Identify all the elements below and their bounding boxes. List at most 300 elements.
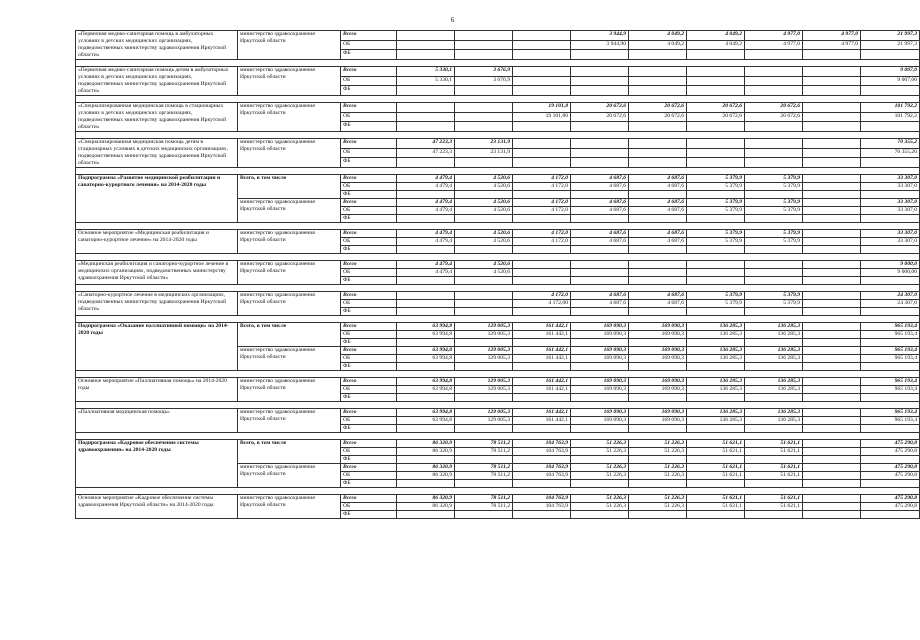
value-cell: 5 379,9: [745, 207, 803, 215]
funding-source-cell: Всего: [341, 292, 397, 300]
value-cell: [803, 76, 861, 86]
value-cell: [803, 323, 861, 331]
value-cell: [745, 86, 803, 96]
value-cell: 63 994,8: [397, 331, 455, 339]
value-cell: 169 090,3: [629, 347, 687, 355]
value-cell: [687, 76, 745, 86]
executor-cell: министерство здравоохранения Иркутской области: [238, 230, 341, 254]
value-cell: 20 672,6: [629, 103, 687, 113]
funding-source-cell: ОБ: [341, 355, 397, 363]
value-cell: [745, 269, 803, 277]
value-cell: 4 687,6: [571, 175, 629, 183]
value-cell: [513, 76, 571, 86]
value-cell: [687, 269, 745, 277]
value-cell: [513, 50, 571, 60]
value-cell: 63 994,8: [397, 409, 455, 417]
value-cell: [629, 139, 687, 149]
program-name-cell: Основное мероприятие «Медицинская реабилитация и санаторно-курортное лечение» на 2014-2020 годы: [76, 230, 238, 254]
spacer-cell: [76, 60, 920, 67]
value-cell: [571, 139, 629, 149]
funding-source-cell: Всего: [341, 230, 397, 238]
funding-source-cell: ОБ: [341, 76, 397, 86]
value-cell: 104 763,9: [513, 472, 571, 480]
value-cell: 4 172,0: [513, 238, 571, 246]
value-cell: [629, 191, 687, 199]
total-value-cell: 33 307,0: [861, 183, 920, 191]
funding-source-cell: Всего: [341, 378, 397, 386]
value-cell: [803, 122, 861, 132]
executor-cell: Всего, в том числе: [238, 440, 341, 464]
value-cell: [629, 76, 687, 86]
funding-source-cell: ФБ: [341, 363, 397, 371]
value-cell: 4 172,0: [513, 199, 571, 207]
value-cell: [745, 363, 803, 371]
value-cell: 136 285,3: [687, 409, 745, 417]
value-cell: 136 285,3: [687, 355, 745, 363]
block-spacer: [76, 433, 920, 440]
executor-cell: министерство здравоохранения Иркутской области: [238, 199, 341, 223]
value-cell: 51 226,3: [571, 495, 629, 503]
value-cell: 161 442,1: [513, 409, 571, 417]
value-cell: [455, 394, 513, 402]
value-cell: [397, 215, 455, 223]
value-cell: [687, 67, 745, 77]
value-cell: [803, 269, 861, 277]
value-cell: [803, 378, 861, 386]
table-row: [76, 230, 920, 238]
value-cell: [513, 269, 571, 277]
value-cell: [803, 112, 861, 122]
value-cell: [629, 50, 687, 60]
block-spacer: [76, 132, 920, 139]
value-cell: [455, 50, 513, 60]
total-value-cell: [861, 425, 920, 433]
total-value-cell: 9 000,0: [861, 261, 920, 269]
value-cell: 86 320,9: [397, 440, 455, 448]
value-cell: [745, 394, 803, 402]
funding-source-cell: ОБ: [341, 331, 397, 339]
funding-source-cell: ОБ: [341, 40, 397, 50]
value-cell: [397, 86, 455, 96]
spacer-cell: [76, 316, 920, 323]
value-cell: [455, 31, 513, 41]
funding-source-cell: ОБ: [341, 386, 397, 394]
block-spacer: [76, 96, 920, 103]
block-spacer: [76, 60, 920, 67]
value-cell: 51 621,1: [687, 448, 745, 456]
value-cell: [687, 339, 745, 347]
value-cell: [513, 67, 571, 77]
value-cell: 161 442,1: [513, 378, 571, 386]
value-cell: 104 763,9: [513, 464, 571, 472]
value-cell: 3 676,9: [455, 76, 513, 86]
value-cell: 51 226,3: [571, 464, 629, 472]
value-cell: 63 994,8: [397, 378, 455, 386]
funding-source-cell: Всего: [341, 261, 397, 269]
value-cell: 169 090,3: [571, 323, 629, 331]
funding-source-cell: ФБ: [341, 480, 397, 488]
value-cell: 4 687,6: [571, 230, 629, 238]
value-cell: 51 226,3: [629, 440, 687, 448]
value-cell: 5 379,9: [745, 300, 803, 308]
value-cell: [687, 261, 745, 269]
total-value-cell: 475 290,8: [861, 472, 920, 480]
value-cell: 86 320,9: [397, 464, 455, 472]
total-value-cell: 475 290,8: [861, 495, 920, 503]
value-cell: 4 687,6: [571, 300, 629, 308]
funding-source-cell: ФБ: [341, 339, 397, 347]
funding-source-cell: Всего: [341, 175, 397, 183]
value-cell: [629, 122, 687, 132]
program-name-cell: «Первичная медико-санитарная помощь детям в амбулаторных условиях в детских медицинских организациях, подведомственных министерству здравоохранения Иркутской области»: [76, 67, 238, 96]
value-cell: 136 285,3: [745, 386, 803, 394]
value-cell: [803, 292, 861, 300]
value-cell: [455, 40, 513, 50]
value-cell: 23 131,9: [455, 139, 513, 149]
value-cell: [629, 394, 687, 402]
value-cell: 78 511,2: [455, 448, 513, 456]
value-cell: [803, 417, 861, 425]
value-cell: 129 005,3: [455, 347, 513, 355]
executor-cell: министерство здравоохранения Иркутской области: [238, 409, 341, 433]
value-cell: [687, 86, 745, 96]
value-cell: 20 672,6: [571, 112, 629, 122]
spacer-cell: [76, 254, 920, 261]
table-row: [76, 440, 920, 448]
value-cell: [629, 456, 687, 464]
value-cell: 4 479,4: [397, 238, 455, 246]
value-cell: 5 379,9: [687, 300, 745, 308]
value-cell: [803, 394, 861, 402]
value-cell: 51 226,3: [629, 495, 687, 503]
funding-source-cell: Всего: [341, 31, 397, 41]
value-cell: 169 090,3: [629, 409, 687, 417]
spacer-cell: [76, 488, 920, 495]
value-cell: [455, 456, 513, 464]
value-cell: [745, 277, 803, 285]
value-cell: 4 977,0: [803, 31, 861, 41]
value-cell: 51 621,1: [687, 495, 745, 503]
funding-source-cell: ОБ: [341, 183, 397, 191]
value-cell: 4 687,6: [571, 292, 629, 300]
funding-source-cell: Всего: [341, 464, 397, 472]
value-cell: 20 672,6: [745, 112, 803, 122]
value-cell: 47 223,3: [397, 148, 455, 158]
funding-source-cell: ФБ: [341, 86, 397, 96]
page-number: 6: [450, 16, 455, 24]
block-spacer: [76, 488, 920, 495]
value-cell: [687, 425, 745, 433]
funding-source-cell: ОБ: [341, 207, 397, 215]
funding-source-cell: ФБ: [341, 277, 397, 285]
value-cell: [571, 269, 629, 277]
value-cell: 136 285,3: [745, 331, 803, 339]
value-cell: 5 379,9: [687, 175, 745, 183]
value-cell: [745, 425, 803, 433]
value-cell: [513, 363, 571, 371]
spacer-cell: [76, 371, 920, 378]
value-cell: [513, 139, 571, 149]
value-cell: 4 520,6: [455, 269, 513, 277]
value-cell: [571, 148, 629, 158]
value-cell: [513, 511, 571, 519]
block-spacer: [76, 168, 920, 175]
value-cell: [397, 300, 455, 308]
value-cell: 129 005,3: [455, 355, 513, 363]
value-cell: [803, 207, 861, 215]
value-cell: [397, 363, 455, 371]
value-cell: [803, 158, 861, 168]
value-cell: [629, 215, 687, 223]
block-spacer: [76, 223, 920, 230]
total-value-cell: [861, 50, 920, 60]
value-cell: [745, 76, 803, 86]
value-cell: 169 090,3: [571, 331, 629, 339]
value-cell: [803, 50, 861, 60]
value-cell: [571, 308, 629, 316]
value-cell: 51 226,3: [629, 448, 687, 456]
value-cell: 5 379,9: [745, 199, 803, 207]
program-name-cell: Основное мероприятие «Паллиативная помощь» на 2014-2020 годы: [76, 378, 238, 402]
value-cell: [687, 50, 745, 60]
value-cell: [803, 261, 861, 269]
value-cell: 4 049,2: [687, 31, 745, 41]
value-cell: 51 621,1: [687, 503, 745, 511]
value-cell: [687, 394, 745, 402]
spacer-cell: [76, 132, 920, 139]
value-cell: [571, 261, 629, 269]
value-cell: [571, 215, 629, 223]
value-cell: 169 090,3: [629, 378, 687, 386]
total-value-cell: 101 792,2: [861, 103, 920, 113]
value-cell: 78 511,2: [455, 503, 513, 511]
funding-source-cell: ФБ: [341, 50, 397, 60]
value-cell: [571, 191, 629, 199]
value-cell: 51 621,1: [687, 464, 745, 472]
value-cell: [803, 440, 861, 448]
value-cell: [803, 230, 861, 238]
program-name-cell: «Паллиативная медицинская помощь»: [76, 409, 238, 433]
value-cell: [745, 308, 803, 316]
funding-source-cell: ОБ: [341, 448, 397, 456]
value-cell: 136 285,3: [687, 331, 745, 339]
value-cell: 20 672,6: [687, 112, 745, 122]
value-cell: 169 090,3: [571, 347, 629, 355]
value-cell: 4 479,4: [397, 175, 455, 183]
value-cell: 51 226,3: [571, 448, 629, 456]
value-cell: 104 763,9: [513, 503, 571, 511]
value-cell: 5 379,9: [745, 292, 803, 300]
value-cell: [455, 511, 513, 519]
value-cell: 4 687,6: [629, 183, 687, 191]
value-cell: 129 005,3: [455, 417, 513, 425]
total-value-cell: [861, 394, 920, 402]
value-cell: 136 285,3: [687, 386, 745, 394]
value-cell: [397, 425, 455, 433]
total-value-cell: [861, 339, 920, 347]
value-cell: [397, 394, 455, 402]
value-cell: [687, 277, 745, 285]
program-name-cell: «Специализированная медицинская помощь детям в стационарных условиях в детских медицинских организациях, подведомственных министерству здравоохранения Иркутской области»: [76, 139, 238, 168]
value-cell: 4 049,2: [629, 31, 687, 41]
value-cell: 169 090,3: [629, 355, 687, 363]
funding-source-cell: ОБ: [341, 300, 397, 308]
value-cell: 4 687,6: [629, 230, 687, 238]
value-cell: 4 172,00: [513, 300, 571, 308]
value-cell: [629, 269, 687, 277]
value-cell: [687, 122, 745, 132]
funding-source-cell: ФБ: [341, 191, 397, 199]
value-cell: [513, 122, 571, 132]
value-cell: 169 090,3: [571, 355, 629, 363]
total-value-cell: 965 193,4: [861, 378, 920, 386]
total-value-cell: 475 290,8: [861, 440, 920, 448]
value-cell: 4 172,0: [513, 292, 571, 300]
value-cell: [803, 480, 861, 488]
value-cell: [803, 148, 861, 158]
value-cell: [571, 67, 629, 77]
value-cell: 20 672,6: [571, 103, 629, 113]
total-value-cell: 965 193,4: [861, 323, 920, 331]
total-value-cell: 965 193,4: [861, 409, 920, 417]
value-cell: [629, 261, 687, 269]
executor-cell: министерство здравоохранения Иркутской области: [238, 378, 341, 402]
table-row: [76, 31, 920, 41]
value-cell: [687, 363, 745, 371]
table-row: [76, 139, 920, 149]
value-cell: [687, 215, 745, 223]
total-value-cell: 33 307,0: [861, 175, 920, 183]
funding-source-cell: Всего: [341, 347, 397, 355]
total-value-cell: [861, 246, 920, 254]
value-cell: [513, 246, 571, 254]
block-spacer: [76, 254, 920, 261]
value-cell: [397, 50, 455, 60]
value-cell: [455, 425, 513, 433]
funding-source-cell: ОБ: [341, 269, 397, 277]
funding-source-cell: Всего: [341, 440, 397, 448]
value-cell: 169 090,3: [571, 386, 629, 394]
value-cell: 136 285,3: [687, 323, 745, 331]
value-cell: 5 330,1: [397, 76, 455, 86]
value-cell: [803, 199, 861, 207]
value-cell: [803, 386, 861, 394]
value-cell: 86 320,9: [397, 472, 455, 480]
funding-source-cell: ОБ: [341, 148, 397, 158]
funding-source-cell: ФБ: [341, 158, 397, 168]
total-value-cell: [861, 86, 920, 96]
value-cell: 4 687,6: [571, 238, 629, 246]
value-cell: [571, 76, 629, 86]
value-cell: [803, 175, 861, 183]
value-cell: [687, 456, 745, 464]
value-cell: [745, 67, 803, 77]
value-cell: [745, 158, 803, 168]
value-cell: 5 379,9: [687, 238, 745, 246]
value-cell: 5 379,9: [745, 183, 803, 191]
value-cell: 63 994,8: [397, 417, 455, 425]
value-cell: [803, 347, 861, 355]
value-cell: [803, 67, 861, 77]
value-cell: [513, 158, 571, 168]
total-value-cell: 475 290,8: [861, 464, 920, 472]
value-cell: 169 090,3: [571, 417, 629, 425]
value-cell: 51 621,1: [745, 495, 803, 503]
total-value-cell: 9 000,00: [861, 269, 920, 277]
total-value-cell: [861, 308, 920, 316]
value-cell: 5 379,9: [687, 230, 745, 238]
total-value-cell: 70 355,2: [861, 139, 920, 149]
spacer-cell: [76, 96, 920, 103]
value-cell: 136 285,3: [745, 347, 803, 355]
executor-cell: министерство здравоохранения Иркутской области: [238, 139, 341, 168]
value-cell: [513, 31, 571, 41]
value-cell: 129 005,3: [455, 378, 513, 386]
value-cell: 5 330,1: [397, 67, 455, 77]
value-cell: [803, 139, 861, 149]
value-cell: [571, 425, 629, 433]
value-cell: [455, 363, 513, 371]
value-cell: 47 223,3: [397, 139, 455, 149]
value-cell: 161 442,1: [513, 331, 571, 339]
value-cell: 51 621,1: [745, 440, 803, 448]
total-value-cell: 33 307,0: [861, 207, 920, 215]
value-cell: 23 131,9: [455, 148, 513, 158]
value-cell: [745, 511, 803, 519]
value-cell: 3 944,9: [571, 31, 629, 41]
budget-table-body: [76, 31, 920, 519]
value-cell: 4 520,6: [455, 175, 513, 183]
value-cell: 4 520,6: [455, 207, 513, 215]
program-name-cell: «Санаторно-курортное лечение в медицинских организациях, подведомственных министерству здравоохранения Иркутской области»: [76, 292, 238, 316]
table-row: [76, 495, 920, 503]
value-cell: [455, 215, 513, 223]
value-cell: 129 005,3: [455, 331, 513, 339]
total-value-cell: [861, 456, 920, 464]
value-cell: 136 285,3: [745, 355, 803, 363]
value-cell: 4 172,0: [513, 175, 571, 183]
value-cell: [803, 183, 861, 191]
value-cell: 51 621,1: [745, 503, 803, 511]
total-value-cell: 475 290,8: [861, 448, 920, 456]
spacer-cell: [76, 223, 920, 230]
funding-source-cell: ФБ: [341, 122, 397, 132]
value-cell: [629, 246, 687, 254]
value-cell: 161 442,1: [513, 323, 571, 331]
value-cell: 51 226,3: [629, 503, 687, 511]
value-cell: [803, 246, 861, 254]
value-cell: [745, 456, 803, 464]
value-cell: [397, 456, 455, 464]
value-cell: 4 977,0: [803, 40, 861, 50]
value-cell: [397, 122, 455, 132]
value-cell: [455, 158, 513, 168]
value-cell: 4 172,0: [513, 207, 571, 215]
total-value-cell: 475 290,8: [861, 503, 920, 511]
value-cell: 136 285,3: [745, 409, 803, 417]
value-cell: [745, 148, 803, 158]
value-cell: [687, 158, 745, 168]
value-cell: [455, 122, 513, 132]
value-cell: [629, 86, 687, 96]
value-cell: [455, 246, 513, 254]
value-cell: 136 285,3: [745, 378, 803, 386]
value-cell: 4 520,6: [455, 199, 513, 207]
funding-source-cell: Всего: [341, 323, 397, 331]
total-value-cell: 965 193,4: [861, 347, 920, 355]
value-cell: 5 379,9: [687, 292, 745, 300]
value-cell: 4 687,6: [571, 199, 629, 207]
